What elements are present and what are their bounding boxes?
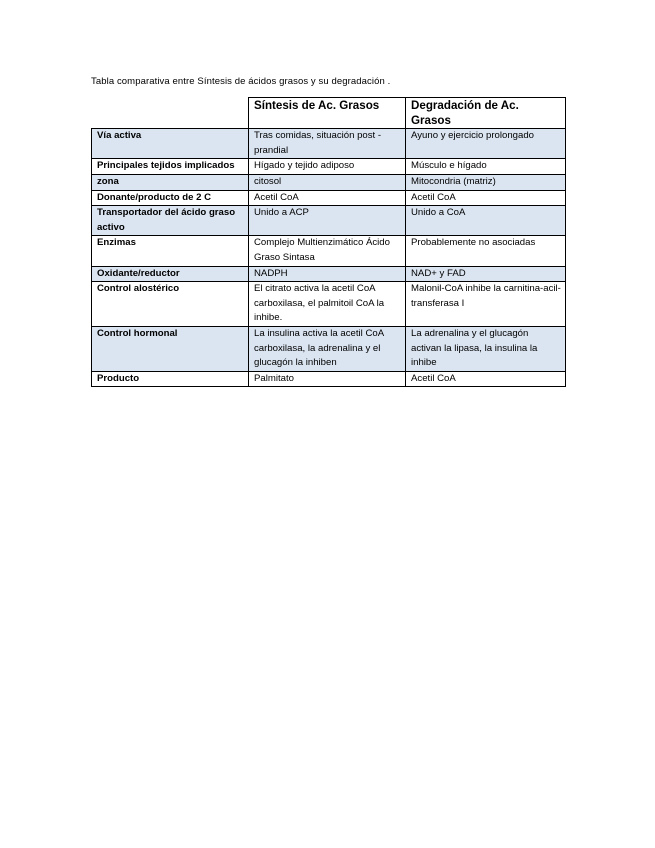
- cell-degradacion: Malonil-CoA inhibe la carnitina-acil-transferasa I: [406, 282, 566, 327]
- cell-sintesis: La insulina activa la acetil CoA carboxilasa, la adrenalina y el glucagón la inhiben: [249, 326, 406, 371]
- row-label: Producto: [92, 371, 249, 387]
- header-blank-cell: [92, 98, 249, 129]
- table-header-row: [92, 98, 566, 129]
- row-label: Transportador del ácido graso activo: [92, 206, 249, 236]
- row-label: Enzimas: [92, 236, 249, 266]
- cell-sintesis: Acetil CoA: [249, 190, 406, 206]
- cell-degradacion: Músculo e hígado: [406, 159, 566, 175]
- table-row: [92, 206, 566, 236]
- cell-degradacion: Unido a CoA: [406, 206, 566, 236]
- cell-degradacion: Probablemente no asociadas: [406, 236, 566, 266]
- table-row: [92, 326, 566, 371]
- cell-sintesis: citosol: [249, 174, 406, 190]
- header-sintesis: Síntesis de Ac. Grasos: [249, 98, 406, 129]
- cell-degradacion: Mitocondria (matriz): [406, 174, 566, 190]
- cell-degradacion: Acetil CoA: [406, 190, 566, 206]
- table-caption: Tabla comparativa entre Síntesis de ácidos grasos y su degradación .: [91, 76, 391, 87]
- table-row: [92, 129, 566, 159]
- table-row: [92, 266, 566, 282]
- row-label: Control alostérico: [92, 282, 249, 327]
- cell-sintesis: Palmitato: [249, 371, 406, 387]
- cell-sintesis: Tras comidas, situación post - prandial: [249, 129, 406, 159]
- cell-sintesis: El citrato activa la acetil CoA carboxilasa, el palmitoil CoA la inhibe.: [249, 282, 406, 327]
- row-label: zona: [92, 174, 249, 190]
- row-label: Oxidante/reductor: [92, 266, 249, 282]
- cell-degradacion: Acetil CoA: [406, 371, 566, 387]
- table-row: [92, 159, 566, 175]
- row-label: Principales tejidos implicados: [92, 159, 249, 175]
- table-row: [92, 190, 566, 206]
- row-label: Vía activa: [92, 129, 249, 159]
- row-label: Control hormonal: [92, 326, 249, 371]
- cell-sintesis: NADPH: [249, 266, 406, 282]
- row-label: Donante/producto de 2 C: [92, 190, 249, 206]
- table-row: [92, 236, 566, 266]
- table-row: [92, 371, 566, 387]
- cell-sintesis: Unido a ACP: [249, 206, 406, 236]
- cell-degradacion: NAD+ y FAD: [406, 266, 566, 282]
- header-degradacion: Degradación de Ac. Grasos: [406, 98, 566, 129]
- cell-degradacion: Ayuno y ejercicio prolongado: [406, 129, 566, 159]
- table-row: [92, 282, 566, 327]
- table-row: [92, 174, 566, 190]
- cell-sintesis: Complejo Multienzimático Ácido Graso Sintasa: [249, 236, 406, 266]
- cell-degradacion: La adrenalina y el glucagón activan la lipasa, la insulina la inhibe: [406, 326, 566, 371]
- cell-sintesis: Hígado y tejido adiposo: [249, 159, 406, 175]
- comparison-table: [91, 97, 566, 387]
